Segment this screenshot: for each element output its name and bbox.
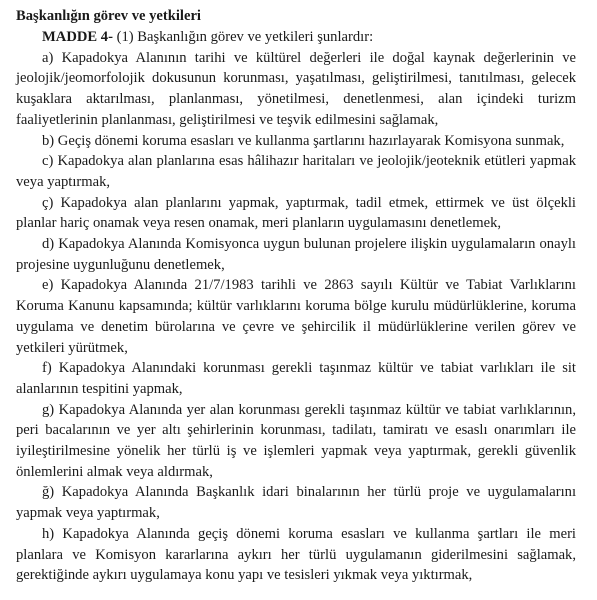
item-h: h) Kapadokya Alanında geçiş dönemi koruma esasları ve kullanma şartları ile meri planlara ve Komisyon kararlarına aykırı her türlü uygulamanın giderilmesini sağlamak, gerektiğinde aykırı uygulamaya konu yapı ve tesisleri yıkmak veya yıktırmak, bbox=[16, 525, 576, 584]
item-c-cedilla: ç) Kapadokya alan planlarını yapmak, yaptırmak, tadil etmek, ettirmek ve üst ölçekli planlar hariç onamak veya resen onamak, meri planların uygulamasını denetlemek, bbox=[16, 194, 576, 232]
item-e: e) Kapadokya Alanında 21/7/1983 tarihli ve 2863 sayılı Kültür ve Tabiat Varlıklarını Koruma Kanunu kapsamında; kültür varlıklarını koruma bölge kurulu müdürlüklerine, koruma uygulama ve denetim bürolarına ve çevre ve şehircilik il müdürlüklerine verilen görev ve yetkileri yürütmek, bbox=[16, 277, 576, 356]
item-b: b) Geçiş dönemi koruma esasları ve kullanma şartlarını hazırlayarak Komisyona sunmak, bbox=[42, 132, 565, 149]
article-intro bbox=[16, 27, 576, 48]
item-g-breve: ğ) Kapadokya Alanında Başkanlık idari binalarının her türlü proje ve uygulamalarını yapmak veya yaptırmak, bbox=[16, 484, 576, 522]
item-a: a) Kapadokya Alanının tarihi ve kültürel değerleri ile doğal kaynak değerlerinin ve jeolojik/jeomorfolojik dokusunun korunması, yaşatılması, geliştirilmesi, tanıtılması, gelecek kuşaklara aktarılması, planlanması, yönetilmesi, denetlenmesi, alan içindeki turizm faaliyetlerinin planlanması, geliştirilmesi ve teşvik edilmesini sağlamak, bbox=[16, 49, 576, 128]
article-number: MADDE 4- bbox=[42, 29, 113, 45]
section-heading: Başkanlığın görev ve yetkileri bbox=[16, 8, 201, 24]
item-g: g) Kapadokya Alanında yer alan korunması gerekli taşınmaz kültür ve tabiat varlıklarının, peri bacalarının ve yer altı şehirlerinin korunması, tadilatı, tamiratı ve esaslı onarımları ile iyileştirilmesine yönelik her türlü iş ve işlemleri yapmak veya yaptırmak, gerekli güvenlik önlemlerini almak veya aldırmak, bbox=[16, 401, 576, 480]
item-f: f) Kapadokya Alanındaki korunması gerekli taşınmaz kültür ve tabiat varlıkları ile sit alanlarının tespitini yapmak, bbox=[16, 360, 576, 397]
article-intro-text: (1) Başkanlığın görev ve yetkileri şunlardır: bbox=[112, 29, 374, 45]
item-c: c) Kapadokya alan planlarına esas hâlihazır haritaları ve jeolojik/jeoteknik etütleri yapmak veya yaptırmak, bbox=[16, 153, 576, 190]
item-d: d) Kapadokya Alanında Komisyonca uygun bulunan projelere ilişkin uygulamaların onaylı projesine uygunluğunu denetlemek, bbox=[16, 236, 576, 273]
